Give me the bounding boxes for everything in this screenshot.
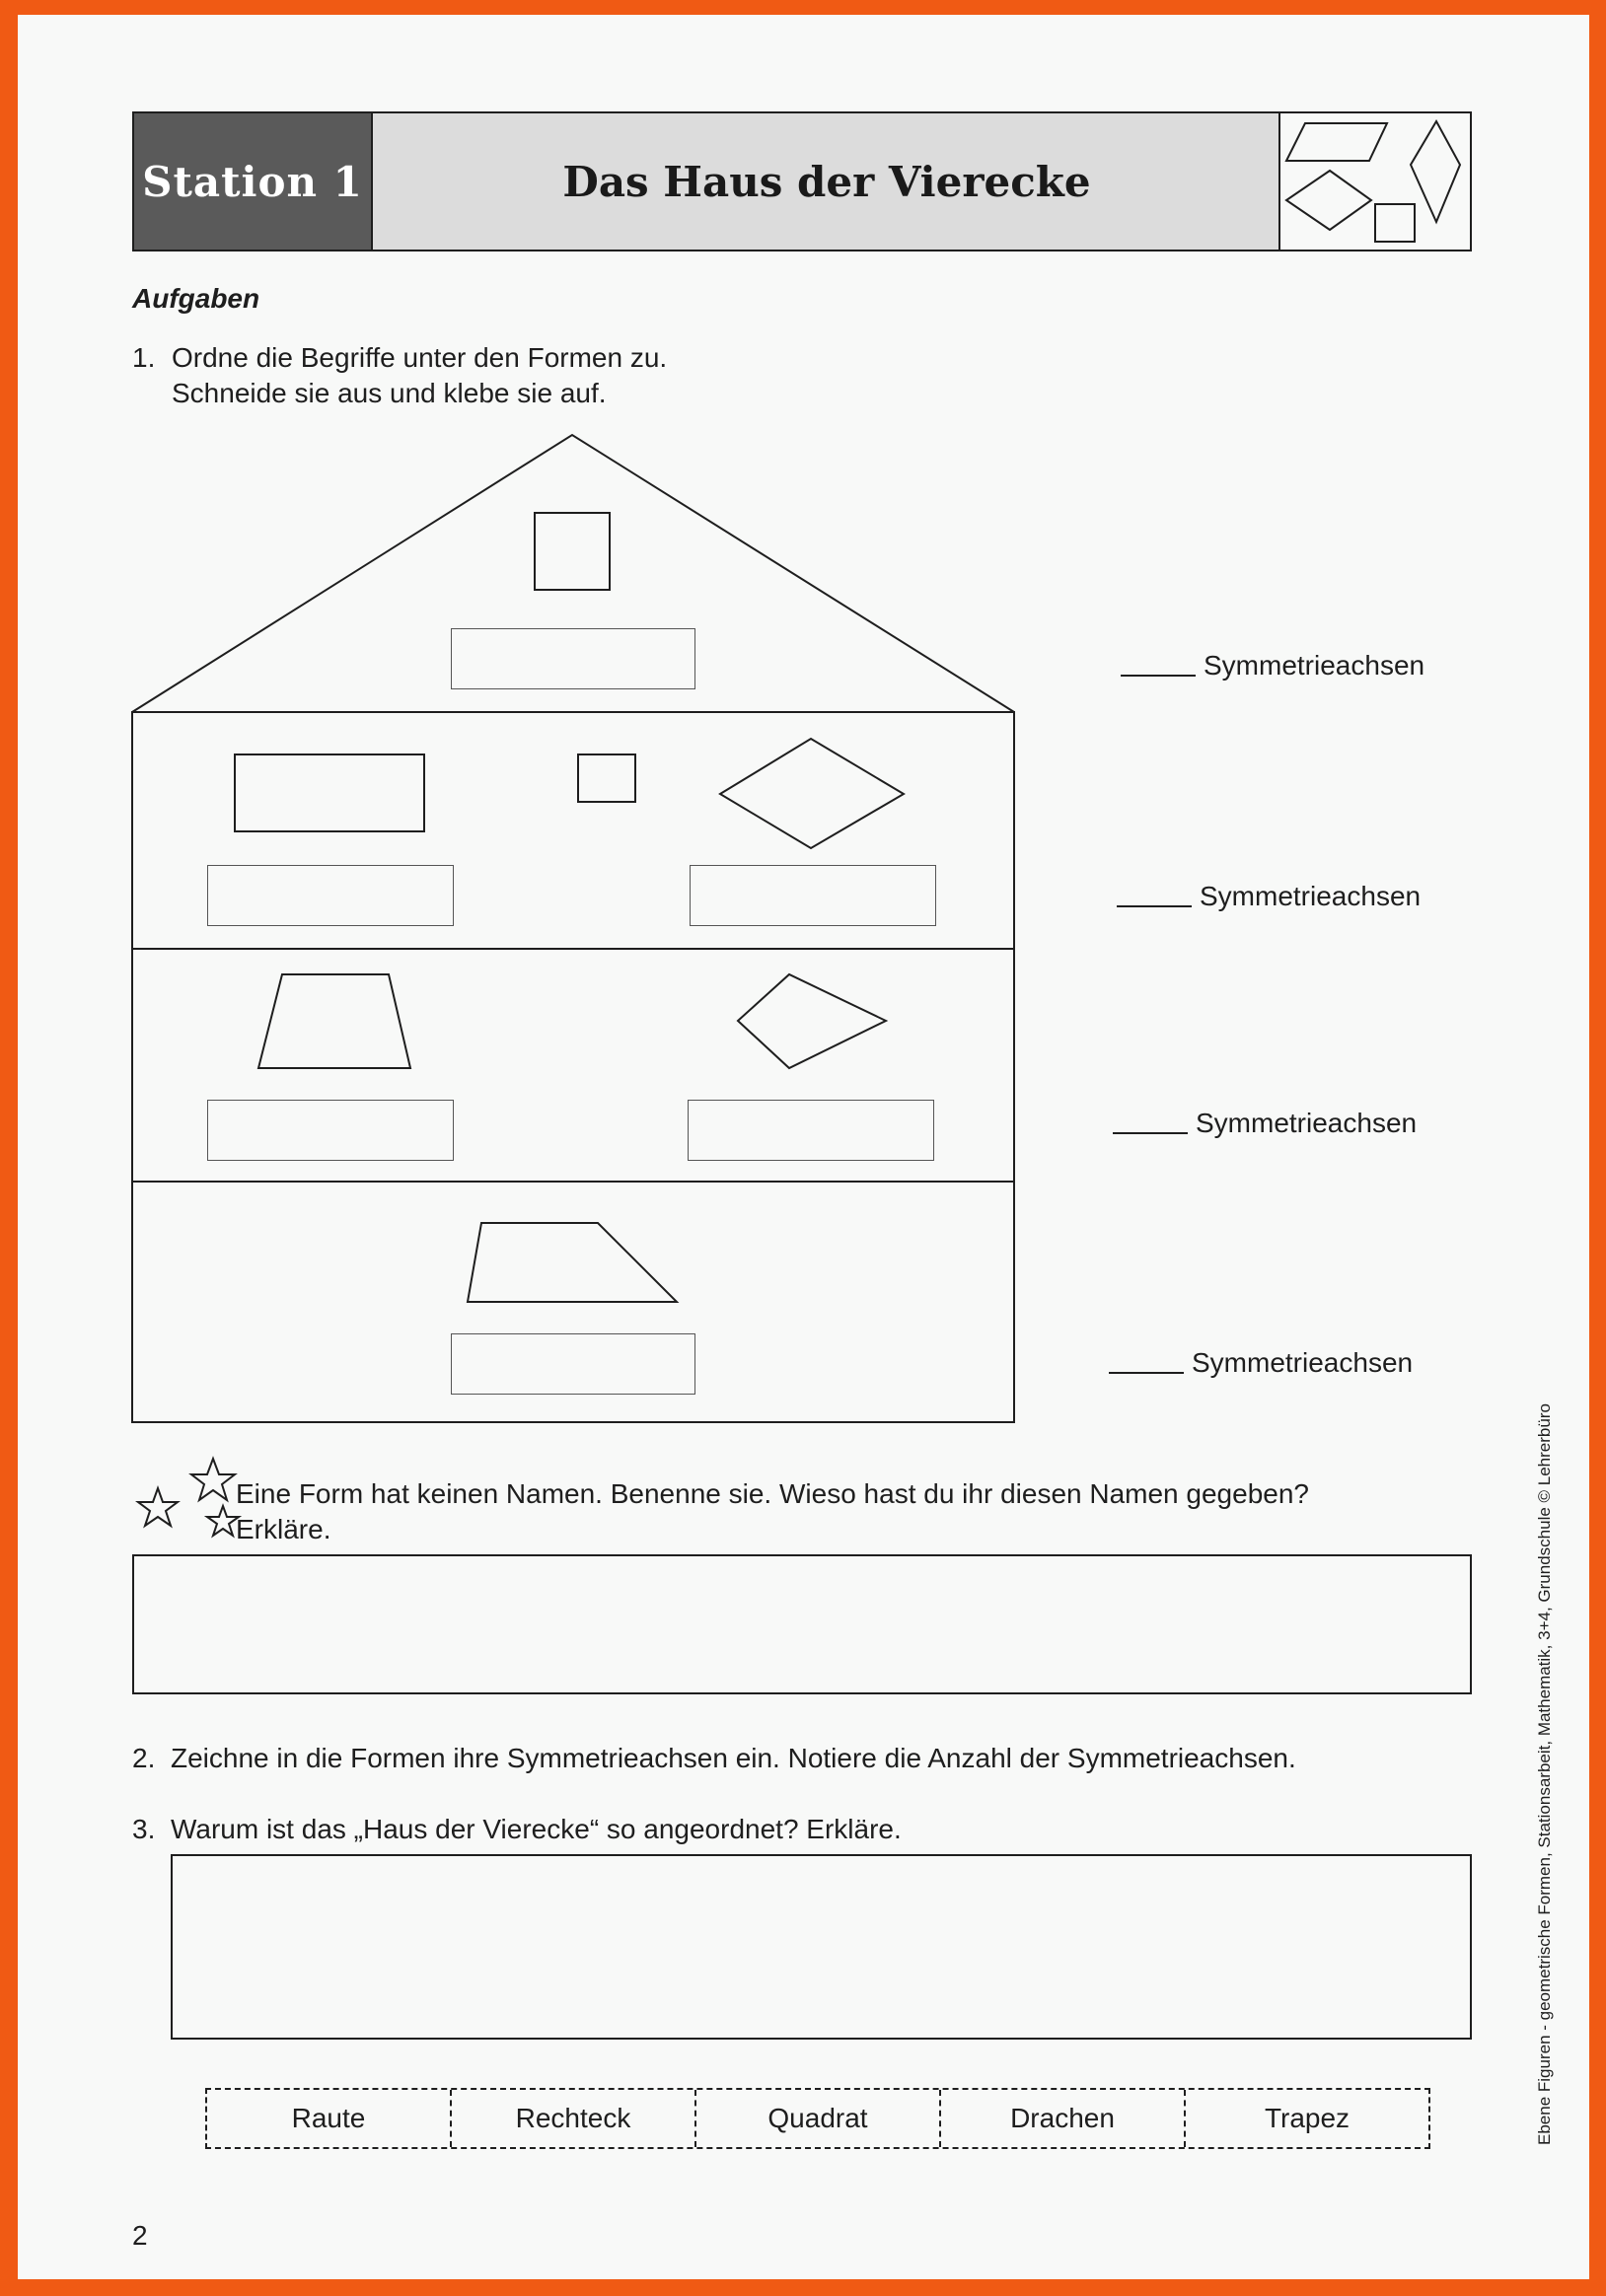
label-box-floor1-left[interactable]: [207, 865, 454, 926]
page-title: Das Haus der Vierecke: [562, 157, 1091, 206]
page-number: 2: [132, 2220, 148, 2251]
cutout-drachen[interactable]: Drachen: [941, 2090, 1186, 2147]
symmetry-row-floor1: [1117, 881, 1421, 912]
shape-irregular-quadrilateral: [468, 1223, 677, 1302]
star-task-line1: Eine Form hat keinen Namen. Benenne sie. Wieso hast du ihr diesen Namen gegeben?: [236, 1478, 1309, 1509]
sidenote-text: Ebene Figuren - geometrische Formen, Stationsarbeit, Mathematik, 3+4, Grundschule © Lehrerbüro: [1535, 1403, 1554, 2145]
tasks-heading: Aufgaben: [132, 283, 260, 314]
symmetry-answer-line[interactable]: [1113, 1132, 1188, 1134]
shape-square: [535, 513, 610, 590]
task1-line2: Schneide sie aus und klebe sie auf.: [172, 378, 607, 408]
symmetry-answer-line[interactable]: [1121, 675, 1196, 677]
cutout-rechteck[interactable]: Rechteck: [452, 2090, 696, 2147]
task3-text: Warum ist das „Haus der Vierecke“ so angeordnet? Erkläre.: [171, 1814, 902, 1844]
symmetry-answer-line[interactable]: [1109, 1372, 1184, 1374]
label-box-floor2-right[interactable]: [688, 1100, 934, 1161]
cutout-quadrat[interactable]: Quadrat: [696, 2090, 941, 2147]
shape-trapezoid: [258, 974, 410, 1068]
star-task-line2: Erkläre.: [236, 1514, 331, 1544]
task1-number: 1.: [132, 342, 156, 373]
symmetry-row-floor2: [1113, 1108, 1417, 1139]
station-label: Station 1: [134, 113, 373, 250]
symmetry-answer-line[interactable]: [1117, 905, 1192, 907]
cutout-raute[interactable]: Raute: [207, 2090, 452, 2147]
symmetry-label: Symmetrieachsen: [1192, 1347, 1414, 1378]
symmetry-label: Symmetrieachsen: [1196, 1108, 1418, 1138]
shape-small-rectangle: [578, 754, 635, 802]
symmetry-row-floor3: [1109, 1347, 1413, 1379]
symmetry-label: Symmetrieachsen: [1204, 650, 1425, 681]
symmetry-row-roof: [1121, 650, 1424, 682]
shape-kite: [738, 974, 886, 1068]
worksheet-page: [18, 15, 1589, 2279]
symmetry-label: Symmetrieachsen: [1200, 881, 1422, 911]
star-task-answer-box[interactable]: [132, 1554, 1472, 1694]
cutout-trapez[interactable]: Trapez: [1264, 2103, 1350, 2133]
label-box-floor1-right[interactable]: [690, 865, 936, 926]
label-box-floor2-left[interactable]: [207, 1100, 454, 1161]
task2-text: Zeichne in die Formen ihre Symmetrieachsen ein. Notiere die Anzahl der Symmetrieachsen.: [171, 1743, 1296, 1773]
task3-number: 3.: [132, 1814, 156, 1844]
task2-number: 2.: [132, 1743, 156, 1773]
cutout-strip: [205, 2088, 1430, 2149]
task1-line1: Ordne die Begriffe unter den Formen zu.: [172, 342, 668, 373]
label-box-floor3[interactable]: [451, 1333, 695, 1395]
shape-rectangle: [235, 754, 424, 831]
shape-rhombus: [720, 739, 904, 848]
label-box-roof[interactable]: [451, 628, 695, 689]
task3-answer-box[interactable]: [171, 1854, 1472, 2040]
